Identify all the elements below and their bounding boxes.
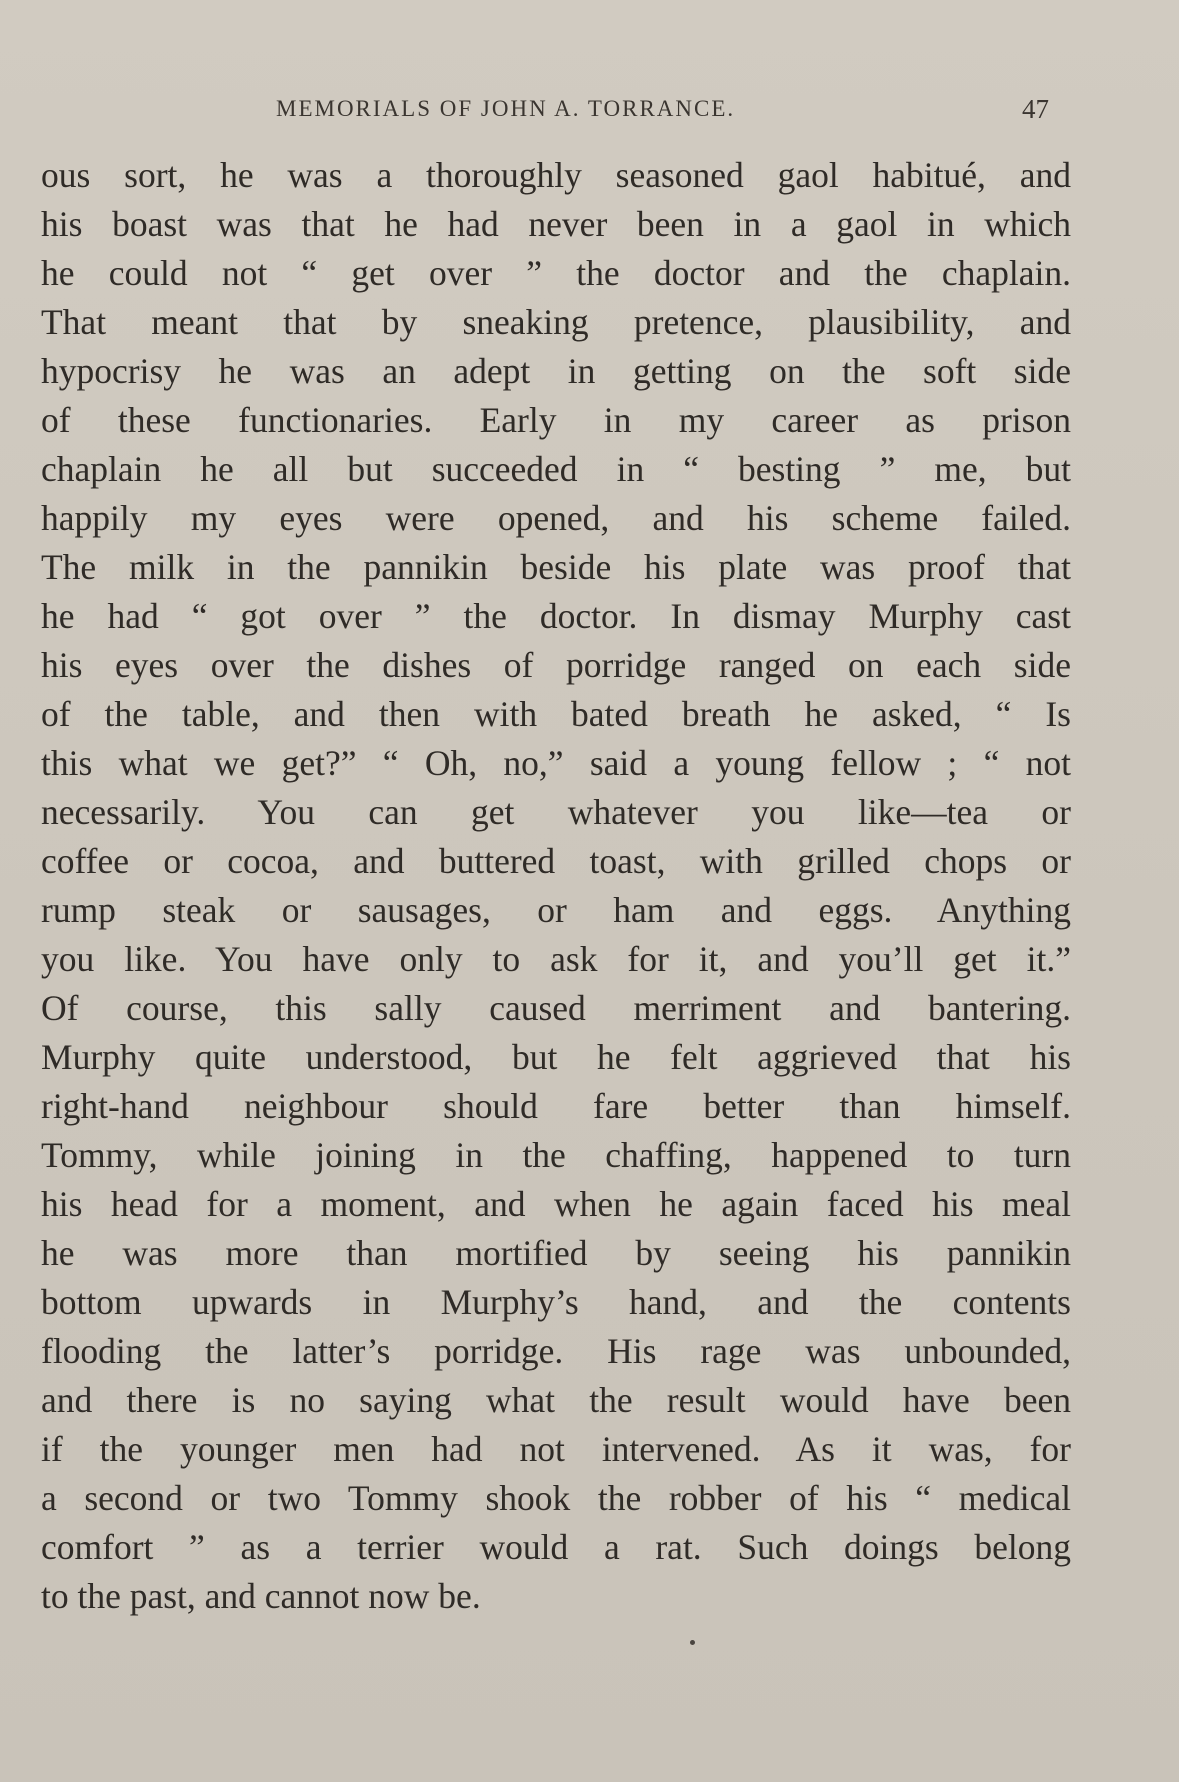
text-line: he could not “ get over ” the doctor and the chaplain. (41, 253, 1071, 293)
text-line: comfort ” as a terrier would a rat. Such doings belong (41, 1527, 1071, 1567)
text-line: his boast was that he had never been in a gaol in which (41, 204, 1071, 244)
text-line: chaplain he all but succeeded in “ besting ” me, but (41, 449, 1071, 489)
text-line: hypocrisy he was an adept in getting on the soft side (41, 351, 1071, 391)
text-line: his eyes over the dishes of porridge ranged on each side (41, 645, 1071, 685)
text-line: flooding the latter’s porridge. His rage was unbounded, (41, 1331, 1071, 1371)
text-line: if the younger men had not intervened. As it was, for (41, 1429, 1071, 1469)
ink-speck (690, 1640, 695, 1645)
text-line: ous sort, he was a thoroughly seasoned gaol habitué, and (41, 155, 1071, 195)
text-line: The milk in the pannikin beside his plate was proof that (41, 547, 1071, 587)
text-line: of the table, and then with bated breath he asked, “ Is (41, 694, 1071, 734)
text-line: his head for a moment, and when he again faced his meal (41, 1184, 1071, 1224)
text-line: he was more than mortified by seeing his pannikin (41, 1233, 1071, 1273)
text-line: of these functionaries. Early in my career as prison (41, 400, 1071, 440)
text-line: you like. You have only to ask for it, and you’ll get it.” (41, 939, 1071, 979)
text-line: a second or two Tommy shook the robber of his “ medical (41, 1478, 1071, 1518)
text-line: he had “ got over ” the doctor. In dismay Murphy cast (41, 596, 1071, 636)
text-line: bottom upwards in Murphy’s hand, and the contents (41, 1282, 1071, 1322)
text-line: necessarily. You can get whatever you like—tea or (41, 792, 1071, 832)
text-line: and there is no saying what the result would have been (41, 1380, 1071, 1420)
text-line: Of course, this sally caused merriment and bantering. (41, 988, 1071, 1028)
text-line: happily my eyes were opened, and his scheme failed. (41, 498, 1071, 538)
page-number: 47 (1022, 94, 1049, 124)
text-line: coffee or cocoa, and buttered toast, with grilled chops or (41, 841, 1071, 881)
text-line-last: to the past, and cannot now be. (41, 1576, 481, 1616)
running-head: MEMORIALS OF JOHN A. TORRANCE. (276, 96, 736, 121)
text-line: this what we get?” “ Oh, no,” said a young fellow ; “ not (41, 743, 1071, 783)
body-text (41, 151, 1071, 1621)
page-header (0, 92, 1179, 132)
text-line: Murphy quite understood, but he felt aggrieved that his (41, 1037, 1071, 1077)
text-line: Tommy, while joining in the chaffing, happened to turn (41, 1135, 1071, 1175)
text-line: That meant that by sneaking pretence, plausibility, and (41, 302, 1071, 342)
text-line: right-hand neighbour should fare better than himself. (41, 1086, 1071, 1126)
text-line: rump steak or sausages, or ham and eggs. Anything (41, 890, 1071, 930)
